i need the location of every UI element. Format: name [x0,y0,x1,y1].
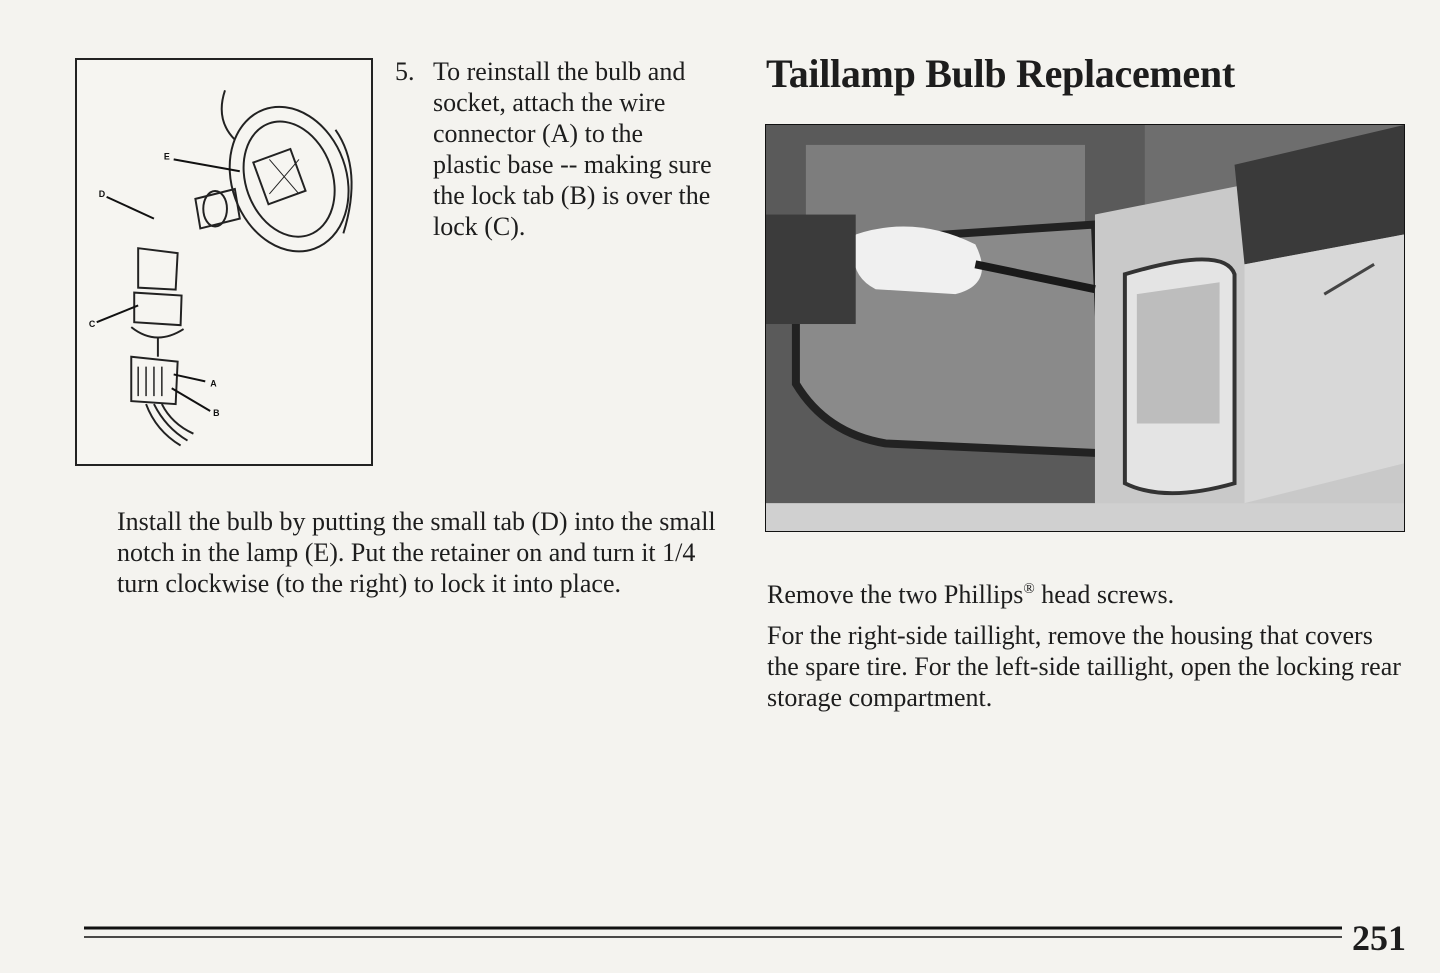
section-heading: Taillamp Bulb Replacement [766,51,1235,96]
footer-rule-lines [84,920,1342,946]
callout-a: A [210,378,217,389]
step-text: To reinstall the bulb and socket, attach the wire connector (A) to the plastic base -- making sure the lock tab (B) is over the lock (C). [433,57,712,241]
callout-b: B [213,407,220,418]
taillamp-photo-image [766,125,1404,531]
install-paragraph: Install the bulb by putting the small tab (D) into the small notch in the lamp (E). Put the retainer on and turn it 1/4 turn clockwise (to the right) to lock it into place. [117,507,716,598]
callout-d: D [98,188,106,199]
remove-screws-paragraph [767,574,1407,610]
taillamp-photo [765,124,1405,532]
taillight-access-paragraph: For the right-side taillight, remove the housing that covers the spare tire. For the left-side taillight, open the locking rear storage compartment. [767,621,1401,712]
remove-screws-text: Remove the two Phillips [767,580,1024,609]
step-number: 5. [395,57,415,86]
bulb-socket-illustration [77,60,371,464]
callout-c: C [88,319,96,330]
page-number: 251 [1352,918,1406,958]
footer-rule [84,920,1342,946]
registered-mark: ® [1023,581,1035,597]
remove-screws-text-end: head screws. [1034,580,1175,609]
bulb-socket-diagram [75,58,373,466]
callout-e: E [163,151,170,162]
